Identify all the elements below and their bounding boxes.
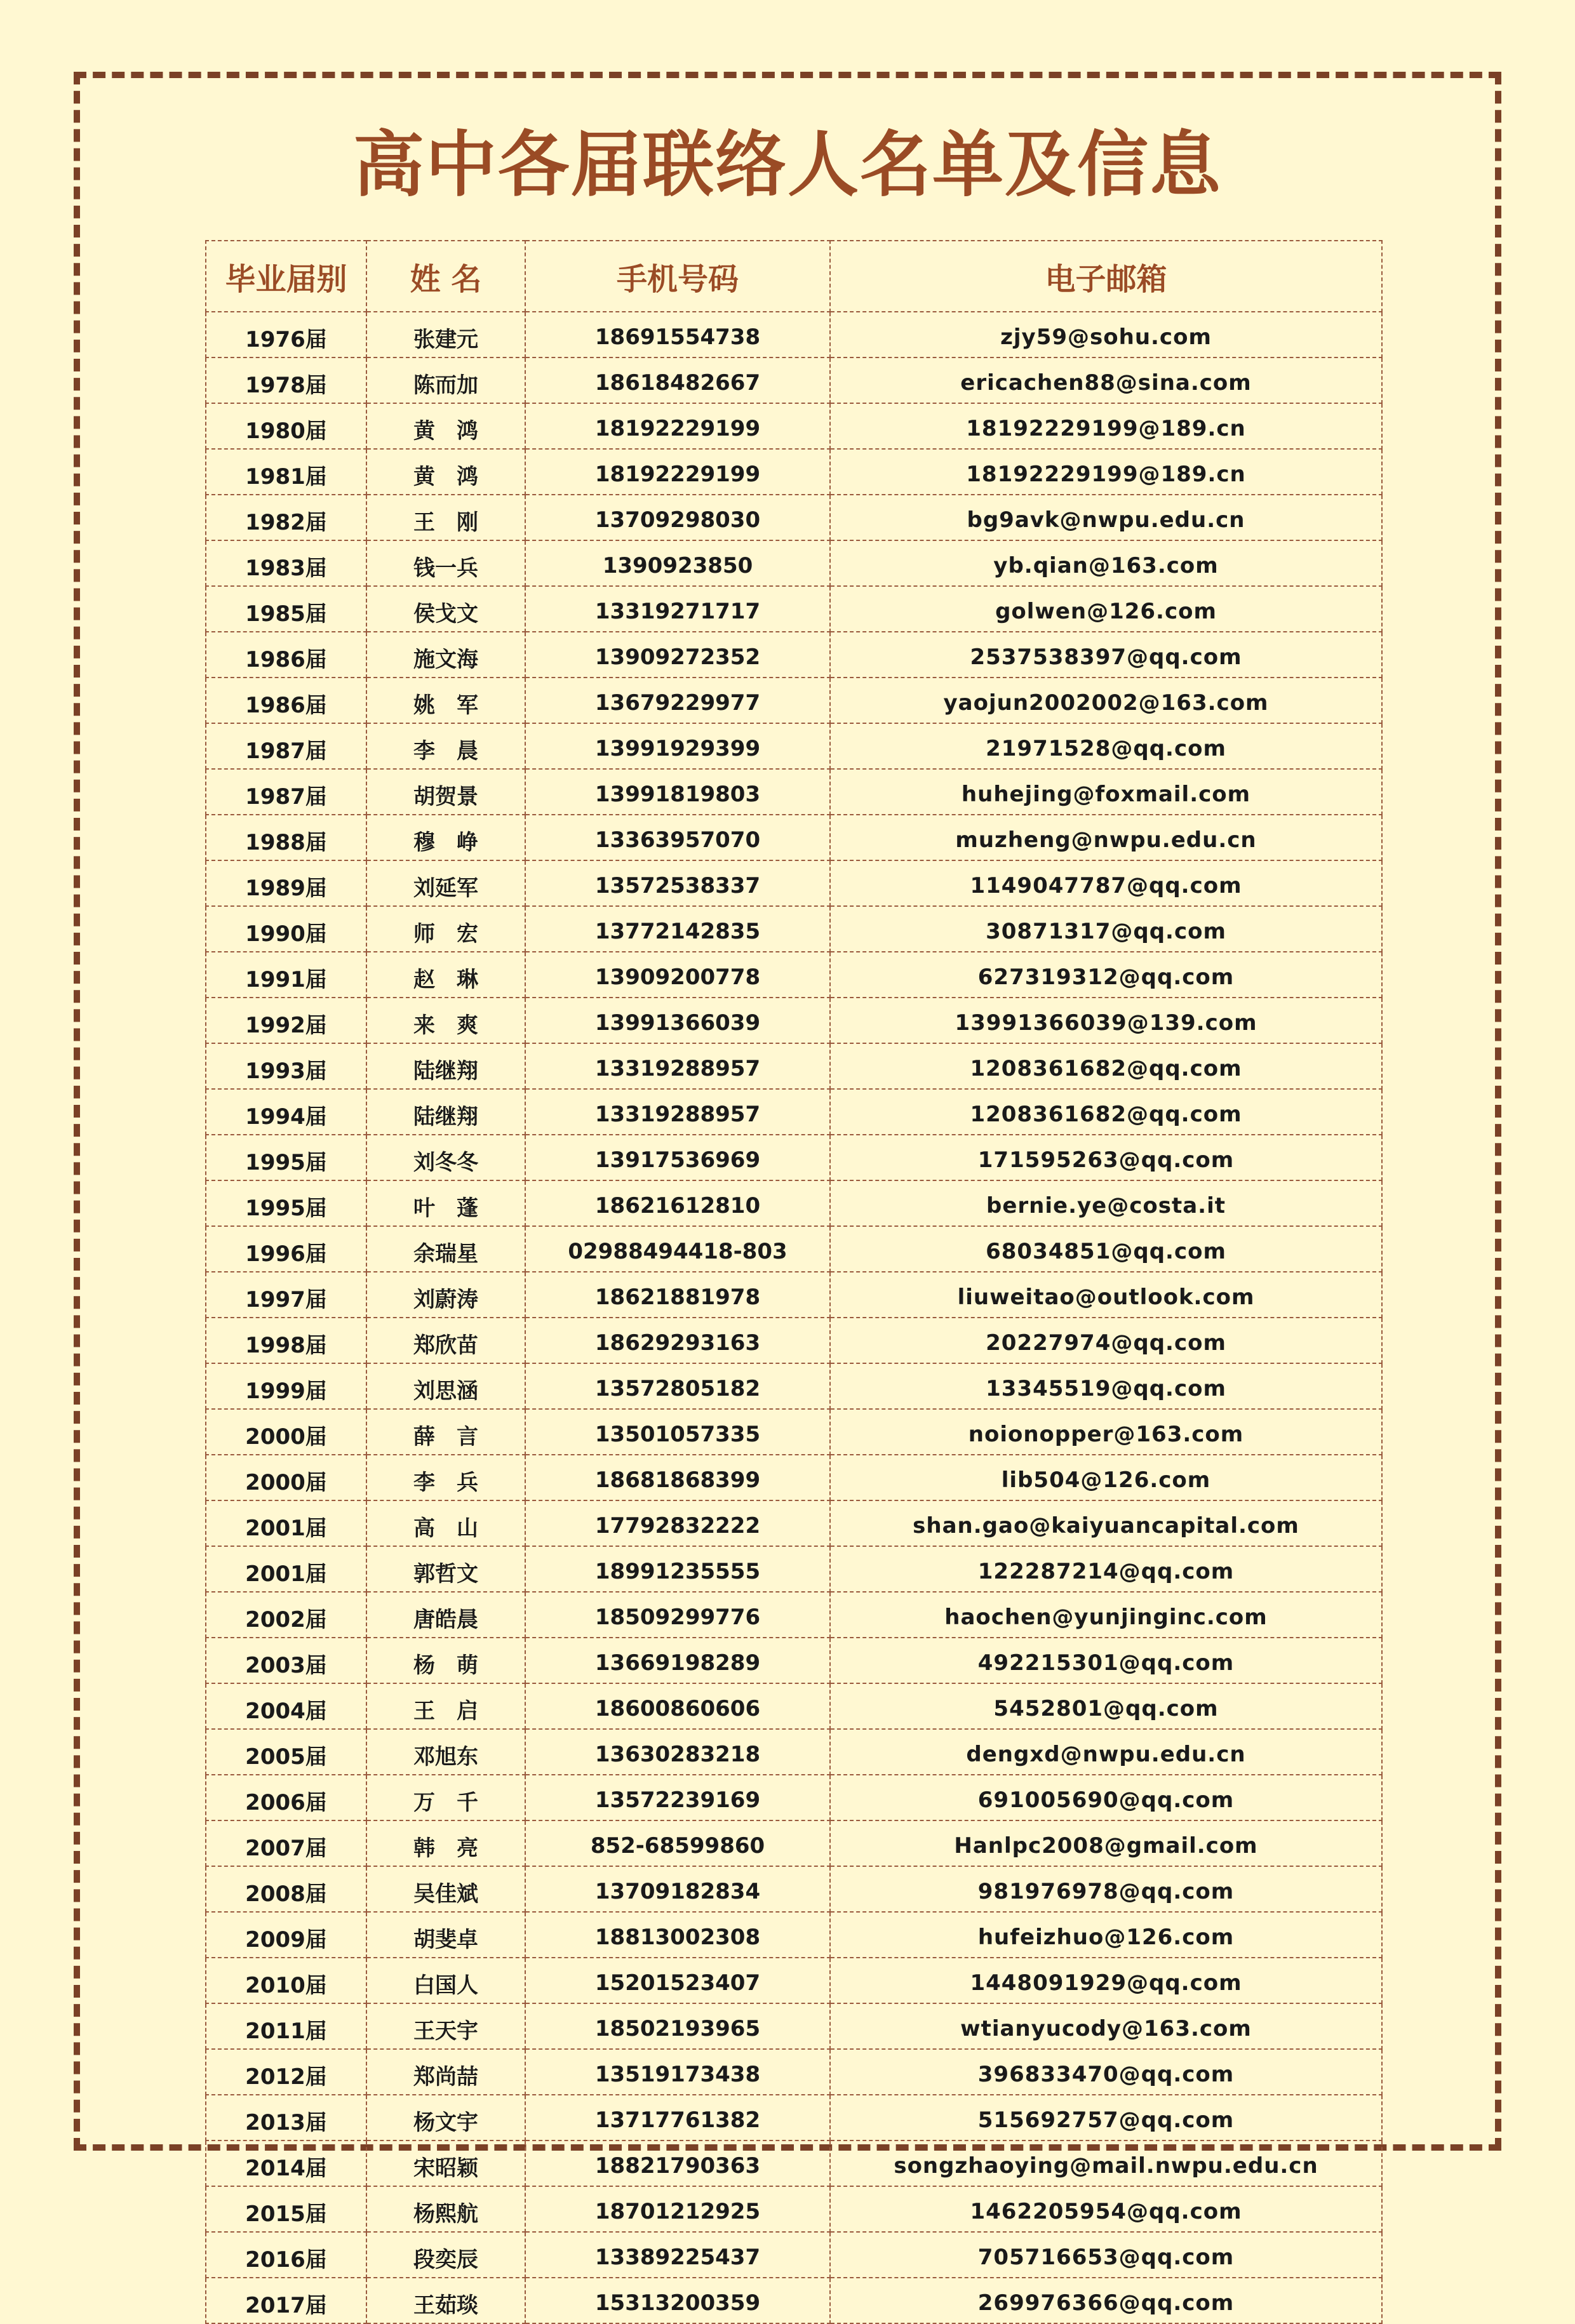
table-row [206,1912,1382,1958]
cell-graduation-year: 1990届 [206,906,366,952]
table-row [206,2232,1382,2278]
table-row [206,1363,1382,1409]
cell-email: 122287214@qq.com [830,1546,1382,1592]
cell-graduation-year: 1983届 [206,540,366,586]
cell-graduation-year: 2017届 [206,2278,366,2323]
cell-graduation-year: 1995届 [206,1180,366,1226]
cell-phone: 13772142835 [525,906,830,952]
cell-phone: 13669198289 [525,1638,830,1683]
cell-name: 刘思涵 [366,1363,525,1409]
cell-name: 薛 言 [366,1409,525,1455]
cell-email: haochen@yunjinginc.com [830,1592,1382,1638]
cell-email: 691005690@qq.com [830,1775,1382,1820]
cell-email: 1448091929@qq.com [830,1958,1382,2003]
cell-email: bernie.ye@costa.it [830,1180,1382,1226]
cell-phone: 18691554738 [525,312,830,357]
cell-name: 侯戈文 [366,586,525,632]
cell-phone: 13319288957 [525,1089,830,1135]
cell-phone: 18509299776 [525,1592,830,1638]
table-row [206,357,1382,403]
cell-name: 李 兵 [366,1455,525,1500]
table-row [206,815,1382,860]
cell-email: hufeizhuo@126.com [830,1912,1382,1958]
cell-phone: 17792832222 [525,1500,830,1546]
cell-name: 万 千 [366,1775,525,1820]
cell-phone: 13519173438 [525,2049,830,2095]
table-body [206,312,1382,2323]
cell-email: 396833470@qq.com [830,2049,1382,2095]
cell-name: 杨熙航 [366,2186,525,2232]
cell-email: muzheng@nwpu.edu.cn [830,815,1382,860]
cell-phone: 13501057335 [525,1409,830,1455]
table-row [206,1820,1382,1866]
cell-graduation-year: 1989届 [206,860,366,906]
table-row [206,1180,1382,1226]
cell-name: 宋昭颖 [366,2140,525,2186]
table-row [206,495,1382,540]
cell-name: 杨 萌 [366,1638,525,1683]
table-row [206,1729,1382,1775]
cell-phone: 15201523407 [525,1958,830,2003]
cell-email: liuweitao@outlook.com [830,1272,1382,1318]
cell-phone: 13679229977 [525,678,830,723]
cell-name: 叶 蓬 [366,1180,525,1226]
cell-graduation-year: 1986届 [206,632,366,678]
cell-email: 18192229199@189.cn [830,403,1382,449]
table-row [206,403,1382,449]
cell-name: 胡斐卓 [366,1912,525,1958]
cell-email: 269976366@qq.com [830,2278,1382,2323]
cell-email: songzhaoying@mail.nwpu.edu.cn [830,2140,1382,2186]
cell-name: 陆继翔 [366,1043,525,1089]
cell-name: 来 爽 [366,998,525,1043]
cell-graduation-year: 2010届 [206,1958,366,2003]
cell-phone: 02988494418-803 [525,1226,830,1272]
cell-email: 13991366039@139.com [830,998,1382,1043]
cell-graduation-year: 2001届 [206,1546,366,1592]
cell-phone: 18991235555 [525,1546,830,1592]
cell-graduation-year: 1993届 [206,1043,366,1089]
cell-email: noionopper@163.com [830,1409,1382,1455]
cell-graduation-year: 2002届 [206,1592,366,1638]
cell-name: 施文海 [366,632,525,678]
cell-graduation-year: 2012届 [206,2049,366,2095]
cell-graduation-year: 2001届 [206,1500,366,1546]
cell-phone: 18681868399 [525,1455,830,1500]
table-row [206,2186,1382,2232]
cell-email: 1208361682@qq.com [830,1089,1382,1135]
cell-name: 郑尚喆 [366,2049,525,2095]
table-row [206,312,1382,357]
cell-email: shan.gao@kaiyuancapital.com [830,1500,1382,1546]
table-row [206,1958,1382,2003]
cell-graduation-year: 2000届 [206,1409,366,1455]
table-row [206,1500,1382,1546]
cell-phone: 18621881978 [525,1272,830,1318]
cell-graduation-year: 2005届 [206,1729,366,1775]
table-row [206,1226,1382,1272]
cell-email: Hanlpc2008@gmail.com [830,1820,1382,1866]
cell-graduation-year: 2000届 [206,1455,366,1500]
cell-email: 705716653@qq.com [830,2232,1382,2278]
cell-email: wtianyucody@163.com [830,2003,1382,2049]
cell-graduation-year: 1992届 [206,998,366,1043]
cell-phone: 1390923850 [525,540,830,586]
cell-phone: 13991819803 [525,769,830,815]
header-email: 电子邮箱 [830,241,1382,312]
table-row [206,1455,1382,1500]
cell-phone: 13572538337 [525,860,830,906]
cell-graduation-year: 2013届 [206,2095,366,2140]
cell-graduation-year: 2009届 [206,1912,366,1958]
cell-phone: 15313200359 [525,2278,830,2323]
cell-email: 492215301@qq.com [830,1638,1382,1683]
cell-name: 王天宇 [366,2003,525,2049]
cell-graduation-year: 2006届 [206,1775,366,1820]
cell-email: 981976978@qq.com [830,1866,1382,1912]
cell-graduation-year: 1981届 [206,449,366,495]
cell-email: 18192229199@189.cn [830,449,1382,495]
cell-graduation-year: 2015届 [206,2186,366,2232]
cell-phone: 13991929399 [525,723,830,769]
header-graduation-year: 毕业届别 [206,241,366,312]
cell-phone: 13389225437 [525,2232,830,2278]
cell-name: 杨文宇 [366,2095,525,2140]
cell-email: ericachen88@sina.com [830,357,1382,403]
table-row [206,860,1382,906]
cell-phone: 13709298030 [525,495,830,540]
cell-phone: 18618482667 [525,357,830,403]
page-title: 高中各届联络人名单及信息 [353,123,1222,206]
table-row [206,2003,1382,2049]
cell-name: 吴佳斌 [366,1866,525,1912]
cell-email: 30871317@qq.com [830,906,1382,952]
cell-email: 1208361682@qq.com [830,1043,1382,1089]
cell-phone: 13363957070 [525,815,830,860]
cell-graduation-year: 1987届 [206,769,366,815]
cell-graduation-year: 1994届 [206,1089,366,1135]
cell-graduation-year: 1995届 [206,1135,366,1180]
cell-phone: 13630283218 [525,1729,830,1775]
cell-graduation-year: 1985届 [206,586,366,632]
cell-email: lib504@126.com [830,1455,1382,1500]
cell-graduation-year: 1996届 [206,1226,366,1272]
cell-graduation-year: 2004届 [206,1683,366,1729]
cell-phone: 852-68599860 [525,1820,830,1866]
cell-phone: 18621612810 [525,1180,830,1226]
cell-name: 邓旭东 [366,1729,525,1775]
cell-name: 王 刚 [366,495,525,540]
cell-phone: 13717761382 [525,2095,830,2140]
cell-name: 李 晨 [366,723,525,769]
cell-phone: 13709182834 [525,1866,830,1912]
table-row [206,1592,1382,1638]
table-row [206,2140,1382,2186]
cell-name: 师 宏 [366,906,525,952]
cell-phone: 18600860606 [525,1683,830,1729]
table-row [206,952,1382,998]
cell-name: 黄 鸿 [366,449,525,495]
cell-phone: 13991366039 [525,998,830,1043]
cell-graduation-year: 2014届 [206,2140,366,2186]
cell-email: yb.qian@163.com [830,540,1382,586]
contacts-table [205,240,1383,2324]
table-row [206,586,1382,632]
cell-email: dengxd@nwpu.edu.cn [830,1729,1382,1775]
cell-phone: 13909200778 [525,952,830,998]
cell-email: 68034851@qq.com [830,1226,1382,1272]
cell-graduation-year: 2007届 [206,1820,366,1866]
cell-name: 胡贺景 [366,769,525,815]
cell-phone: 18821790363 [525,2140,830,2186]
cell-name: 钱一兵 [366,540,525,586]
cell-name: 余瑞星 [366,1226,525,1272]
table-row [206,1638,1382,1683]
cell-email: yaojun2002002@163.com [830,678,1382,723]
cell-name: 赵 琳 [366,952,525,998]
table-row [206,1089,1382,1135]
cell-name: 姚 军 [366,678,525,723]
table-row [206,1546,1382,1592]
cell-email: 20227974@qq.com [830,1318,1382,1363]
cell-name: 唐皓晨 [366,1592,525,1638]
cell-phone: 13909272352 [525,632,830,678]
cell-name: 穆 峥 [366,815,525,860]
cell-email: 171595263@qq.com [830,1135,1382,1180]
table-row [206,2095,1382,2140]
cell-name: 高 山 [366,1500,525,1546]
cell-graduation-year: 1986届 [206,678,366,723]
cell-name: 张建元 [366,312,525,357]
header-phone: 手机号码 [525,241,830,312]
cell-phone: 18701212925 [525,2186,830,2232]
cell-phone: 13319271717 [525,586,830,632]
cell-phone: 18629293163 [525,1318,830,1363]
table-row [206,769,1382,815]
cell-graduation-year: 1982届 [206,495,366,540]
cell-email: zjy59@sohu.com [830,312,1382,357]
table-row [206,632,1382,678]
cell-graduation-year: 1999届 [206,1363,366,1409]
cell-phone: 13319288957 [525,1043,830,1089]
cell-graduation-year: 1987届 [206,723,366,769]
cell-phone: 18502193965 [525,2003,830,2049]
cell-email: 1149047787@qq.com [830,860,1382,906]
cell-name: 黄 鸿 [366,403,525,449]
cell-phone: 13572805182 [525,1363,830,1409]
cell-phone: 18192229199 [525,403,830,449]
cell-graduation-year: 2011届 [206,2003,366,2049]
cell-email: 1462205954@qq.com [830,2186,1382,2232]
table-row [206,998,1382,1043]
cell-name: 刘冬冬 [366,1135,525,1180]
cell-phone: 18813002308 [525,1912,830,1958]
cell-phone: 18192229199 [525,449,830,495]
cell-email: 5452801@qq.com [830,1683,1382,1729]
cell-email: 21971528@qq.com [830,723,1382,769]
cell-name: 白国人 [366,1958,525,2003]
cell-email: huhejing@foxmail.com [830,769,1382,815]
cell-email: 627319312@qq.com [830,952,1382,998]
cell-graduation-year: 1980届 [206,403,366,449]
table-row [206,723,1382,769]
cell-name: 陆继翔 [366,1089,525,1135]
table-row [206,1683,1382,1729]
table-row [206,1318,1382,1363]
cell-email: bg9avk@nwpu.edu.cn [830,495,1382,540]
cell-graduation-year: 1991届 [206,952,366,998]
cell-email: 515692757@qq.com [830,2095,1382,2140]
cell-graduation-year: 1988届 [206,815,366,860]
cell-graduation-year: 2003届 [206,1638,366,1683]
table-row [206,1775,1382,1820]
cell-name: 王 启 [366,1683,525,1729]
cell-email: 2537538397@qq.com [830,632,1382,678]
header-name: 姓 名 [366,241,525,312]
table-row [206,2049,1382,2095]
table-row [206,906,1382,952]
table-row [206,1135,1382,1180]
cell-name: 段奕辰 [366,2232,525,2278]
table-row [206,1272,1382,1318]
cell-name: 郑欣苗 [366,1318,525,1363]
cell-name: 陈而加 [366,357,525,403]
cell-graduation-year: 1998届 [206,1318,366,1363]
cell-name: 刘延军 [366,860,525,906]
table-row [206,1409,1382,1455]
cell-graduation-year: 1997届 [206,1272,366,1318]
cell-name: 刘蔚涛 [366,1272,525,1318]
table-row [206,449,1382,495]
cell-name: 韩 亮 [366,1820,525,1866]
cell-name: 郭哲文 [366,1546,525,1592]
cell-email: 13345519@qq.com [830,1363,1382,1409]
table-row [206,1866,1382,1912]
cell-phone: 13917536969 [525,1135,830,1180]
table-row [206,678,1382,723]
cell-graduation-year: 2016届 [206,2232,366,2278]
table-row [206,2278,1382,2323]
table-header-row [206,241,1382,312]
cell-name: 王茹琰 [366,2278,525,2323]
cell-graduation-year: 1978届 [206,357,366,403]
cell-phone: 13572239169 [525,1775,830,1820]
table-row [206,540,1382,586]
cell-email: golwen@126.com [830,586,1382,632]
cell-graduation-year: 2008届 [206,1866,366,1912]
table-row [206,1043,1382,1089]
cell-graduation-year: 1976届 [206,312,366,357]
